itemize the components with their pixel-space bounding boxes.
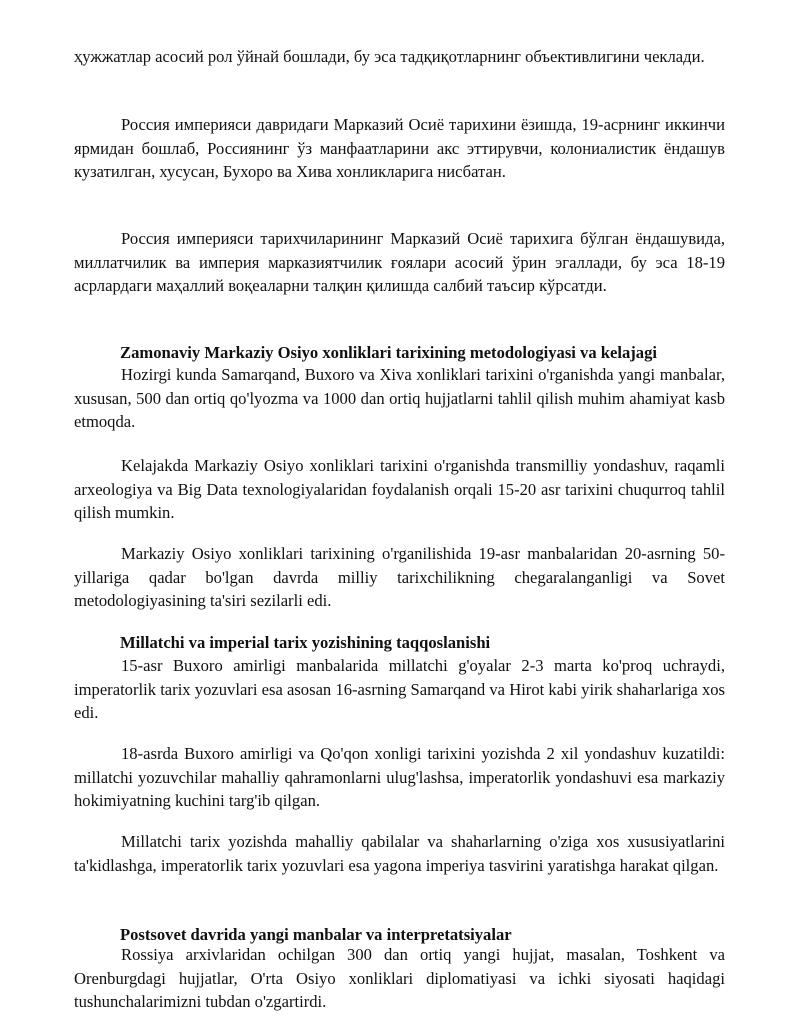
section-heading: Millatchi va imperial tarix yozishining taqqoslanishi	[120, 633, 491, 652]
paragraph: Россия империяси тарихчиларининг Марказий Осиё тарихига бўлган ёндашувида, миллатчилик ва империя марказиятчилик ғоялари асосий ўрин эгаллади, бу эса 18-19 асрлардаги маҳаллий воқеаларни талқин қилишда салбий таъсир кўрсатди.	[74, 229, 725, 296]
section-heading: Postsovet davrida yangi manbalar va interpretatsiyalar	[120, 925, 512, 944]
section-heading: Zamonaviy Markaziy Osiyo xonliklari tarixining metodologiyasi va kelajagi	[120, 343, 658, 362]
paragraph: Россия империяси давридаги Марказий Осиё тарихини ёзишда, 19-асрнинг иккинчи ярмидан бошлаб, Россиянинг ўз манфаатларини акс эттирувчи, колониалистик ёндашув кузатилган, хусусан, Бухоро ва Хива хонликларига нисбатан.	[74, 115, 725, 182]
paragraph: Millatchi tarix yozishda mahalliy qabilalar va shaharlarning o'ziga xos xususiyatlarini ta'kidlashga, imperatorlik tarix yozuvlari esa yagona imperiya tasvirini yaratishga harakat qilgan.	[74, 832, 725, 875]
paragraph: Kelajakda Markaziy Osiyo xonliklari tarixini o'rganishda transmilliy yondashuv, raqamli arxeologiya va Big Data texnologiyalaridan foydalanish orqali 15-20 asr tarixini chuqurroq tahlil qilish mumkin.	[74, 456, 725, 523]
paragraph-continuation: ҳужжатлар асосий рол ўйнай бошлади, бу эса тадқиқотларнинг объективлигини чеклади.	[74, 47, 705, 66]
paragraph: 18-asrda Buxoro amirligi va Qo'qon xonligi tarixini yozishda 2 xil yondashuv kuzatildi: millatchi yozuvchilar mahalliy qahramonlarni ulug'lashsa, imperatorlik yondashuvi esa markaziy hokimiyatning kuchini targ'ib qilgan.	[74, 744, 725, 811]
paragraph: 15-asr Buxoro amirligi manbalarida millatchi g'oyalar 2-3 marta ko'proq uchraydi, imperatorlik tarix yozuvlari esa asosan 16-asrning Samarqand va Hirot kabi yirik shaharlariga xos edi.	[74, 656, 725, 723]
paragraph: Hozirgi kunda Samarqand, Buxoro va Xiva xonliklari tarixini o'rganishda yangi manbalar, xususan, 500 dan ortiq qo'lyozma va 1000 dan ortiq hujjatlarni tahlil qilish muhim ahamiyat kasb etmoqda.	[74, 365, 725, 432]
paragraph: Rossiya arxivlaridan ochilgan 300 dan ortiq yangi hujjat, masalan, Toshkent va Orenburgdagi hujjatlar, O'rta Osiyo xonliklari diplomatiyasi va ichki siyosati haqidagi tushunchalarimizni tubdan o'zgartirdi.	[74, 945, 725, 1012]
paragraph: Markaziy Osiyo xonliklari tarixining o'rganilishida 19-asr manbalaridan 20-asrning 50-yillariga qadar bo'lgan davrda milliy tarixchilikning chegaralanganligi va Sovet metodologiyasining ta'siri sezilarli edi.	[74, 544, 725, 611]
